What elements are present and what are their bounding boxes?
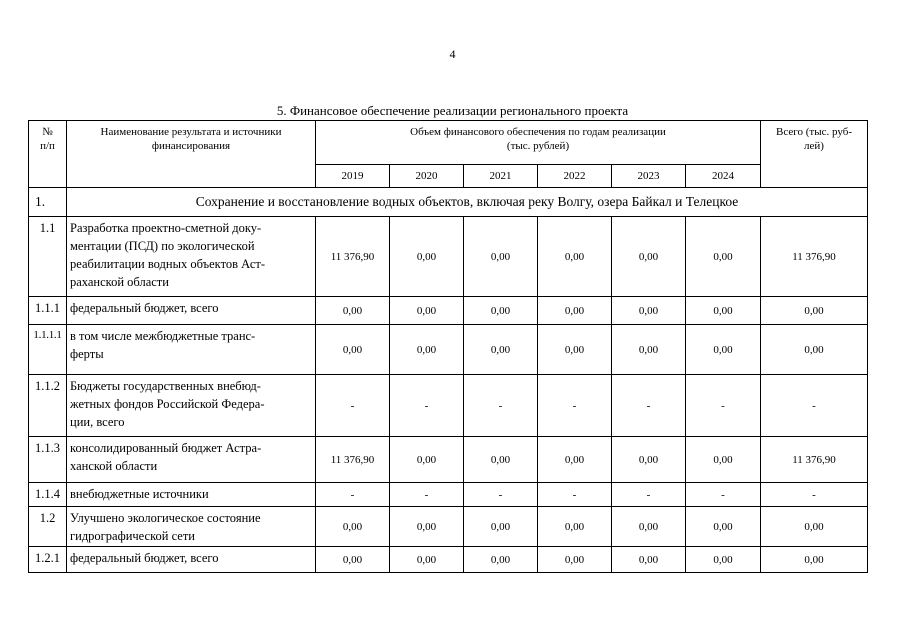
header-name: Наименование результата и источники финансирования — [67, 121, 316, 188]
row-value-2021: 0,00 — [464, 437, 538, 483]
row-number: 1.1.2 — [29, 375, 67, 437]
row-name: в том числе межбюджетные транс- ферты — [67, 325, 316, 375]
row-value-2023: 0,00 — [612, 547, 686, 573]
row-value-2020: 0,00 — [390, 297, 464, 325]
row-number: 1.1.1.1 — [29, 325, 67, 375]
financing-table — [28, 120, 868, 573]
section-row — [29, 188, 868, 217]
header-total: Всего (тыс. руб- лей) — [761, 121, 868, 188]
row-value-2022: 0,00 — [538, 325, 612, 375]
row-number: 1.2 — [29, 507, 67, 547]
row-name: консолидированный бюджет Астра- ханской области — [67, 437, 316, 483]
row-value-2021: 0,00 — [464, 507, 538, 547]
header-num: № п/п — [29, 121, 67, 188]
table-row — [29, 483, 868, 507]
row-value-2021: 0,00 — [464, 217, 538, 297]
row-total: 11 376,90 — [761, 217, 868, 297]
header-year: 2019 — [316, 165, 390, 188]
row-value-2022: 0,00 — [538, 547, 612, 573]
row-value-2019: 11 376,90 — [316, 217, 390, 297]
row-number: 1.1.4 — [29, 483, 67, 507]
header-volume: Объем финансового обеспечения по годам реализации (тыс. рублей) — [316, 121, 761, 165]
row-value-2019: - — [316, 375, 390, 437]
row-value-2021: 0,00 — [464, 325, 538, 375]
row-total: 0,00 — [761, 297, 868, 325]
row-value-2020: 0,00 — [390, 547, 464, 573]
row-value-2021: 0,00 — [464, 297, 538, 325]
row-value-2019: 0,00 — [316, 507, 390, 547]
table-row — [29, 437, 868, 483]
row-value-2023: 0,00 — [612, 297, 686, 325]
section-number: 1. — [29, 188, 67, 217]
row-value-2023: 0,00 — [612, 437, 686, 483]
section-title: 5. Финансовое обеспечение реализации регионального проекта — [276, 103, 629, 118]
row-value-2024: - — [686, 375, 761, 437]
header-year: 2021 — [464, 165, 538, 188]
row-value-2024: 0,00 — [686, 547, 761, 573]
row-value-2024: 0,00 — [686, 297, 761, 325]
row-value-2022: 0,00 — [538, 217, 612, 297]
row-value-2023: - — [612, 375, 686, 437]
row-name: Бюджеты государственных внебюд- жетных фондов Российской Федера- ции, всего — [67, 375, 316, 437]
row-total: - — [761, 483, 868, 507]
row-name: внебюджетные источники — [67, 483, 316, 507]
row-number: 1.2.1 — [29, 547, 67, 573]
row-total: 0,00 — [761, 507, 868, 547]
row-number: 1.1.3 — [29, 437, 67, 483]
row-value-2019: 0,00 — [316, 325, 390, 375]
header-year: 2024 — [686, 165, 761, 188]
table-row — [29, 217, 868, 297]
row-value-2022: 0,00 — [538, 507, 612, 547]
header-year: 2020 — [390, 165, 464, 188]
row-name: федеральный бюджет, всего — [67, 547, 316, 573]
row-value-2021: 0,00 — [464, 547, 538, 573]
row-value-2019: 0,00 — [316, 297, 390, 325]
row-name: Разработка проектно-сметной доку- ментации (ПСД) по экологической реабилитации водных объектов Аст- раханской области — [67, 217, 316, 297]
row-total: 0,00 — [761, 325, 868, 375]
row-value-2020: 0,00 — [390, 325, 464, 375]
header-year: 2023 — [612, 165, 686, 188]
table-row — [29, 375, 868, 437]
row-value-2020: 0,00 — [390, 217, 464, 297]
row-total: - — [761, 375, 868, 437]
row-total: 11 376,90 — [761, 437, 868, 483]
header-year: 2022 — [538, 165, 612, 188]
row-value-2019: 11 376,90 — [316, 437, 390, 483]
row-value-2020: - — [390, 375, 464, 437]
row-value-2024: - — [686, 483, 761, 507]
page-number: 4 — [449, 47, 456, 61]
row-name: федеральный бюджет, всего — [67, 297, 316, 325]
section-heading: Сохранение и восстановление водных объектов, включая реку Волгу, озера Байкал и Телецкое — [67, 188, 868, 217]
row-number: 1.1 — [29, 217, 67, 297]
row-name: Улучшено экологическое состояние гидрографической сети — [67, 507, 316, 547]
row-value-2020: 0,00 — [390, 507, 464, 547]
table-row — [29, 547, 868, 573]
row-value-2019: - — [316, 483, 390, 507]
row-value-2021: - — [464, 375, 538, 437]
row-total: 0,00 — [761, 547, 868, 573]
row-value-2022: 0,00 — [538, 297, 612, 325]
row-value-2023: - — [612, 483, 686, 507]
row-value-2023: 0,00 — [612, 507, 686, 547]
row-value-2022: 0,00 — [538, 437, 612, 483]
row-value-2023: 0,00 — [612, 217, 686, 297]
row-value-2023: 0,00 — [612, 325, 686, 375]
table-row — [29, 507, 868, 547]
row-value-2024: 0,00 — [686, 507, 761, 547]
row-value-2019: 0,00 — [316, 547, 390, 573]
table-row — [29, 325, 868, 375]
row-number: 1.1.1 — [29, 297, 67, 325]
row-value-2021: - — [464, 483, 538, 507]
row-value-2022: - — [538, 483, 612, 507]
row-value-2024: 0,00 — [686, 217, 761, 297]
row-value-2024: 0,00 — [686, 437, 761, 483]
row-value-2020: - — [390, 483, 464, 507]
row-value-2022: - — [538, 375, 612, 437]
table-row — [29, 297, 868, 325]
row-value-2020: 0,00 — [390, 437, 464, 483]
row-value-2024: 0,00 — [686, 325, 761, 375]
